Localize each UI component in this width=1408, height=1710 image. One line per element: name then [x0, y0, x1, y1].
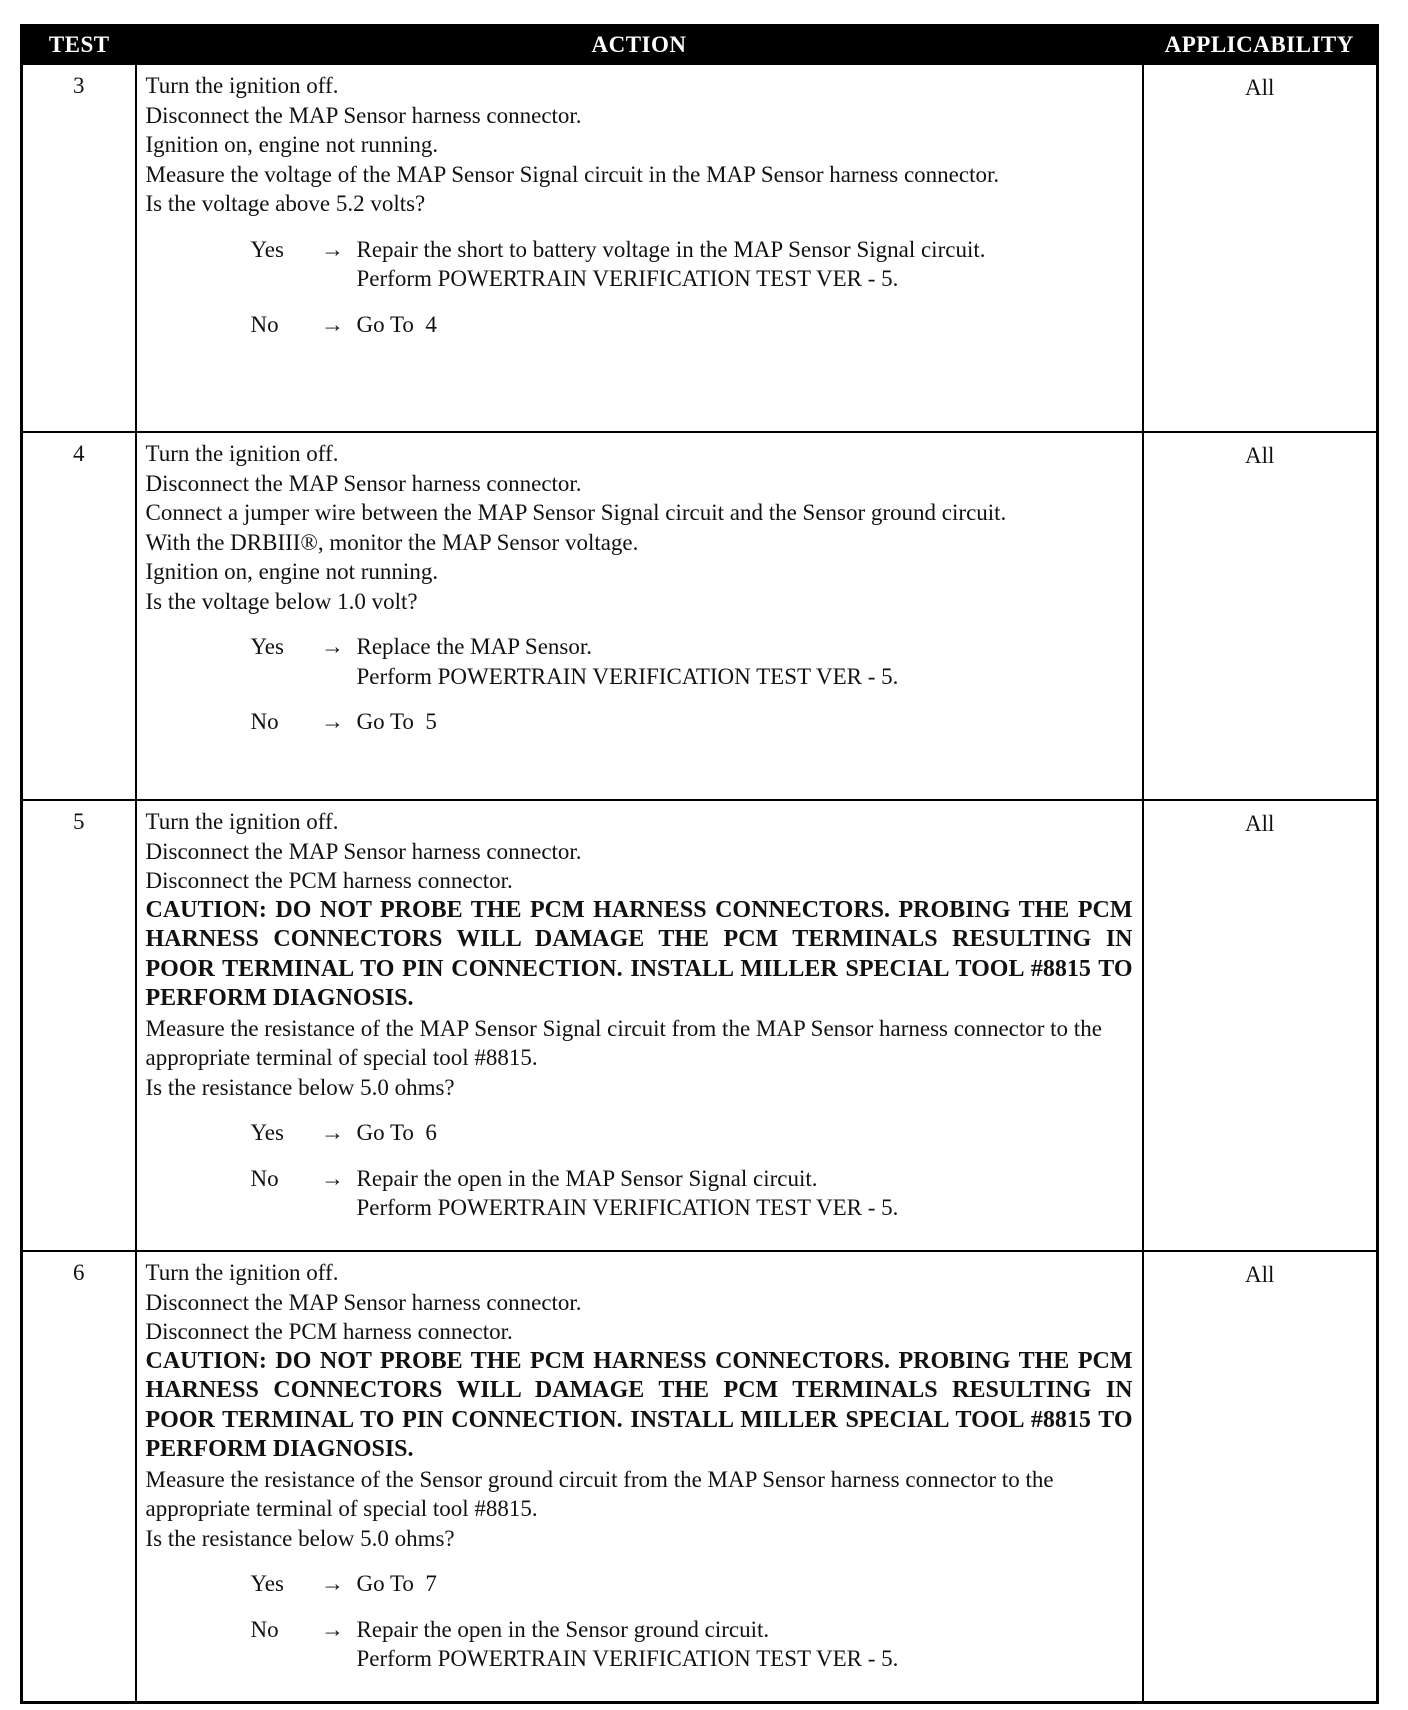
yes-outcome	[146, 235, 1133, 294]
outcome-text: Go To 7	[356, 1571, 437, 1596]
no-outcome	[146, 1615, 1133, 1674]
step-text: Disconnect the MAP Sensor harness connector.	[145, 102, 582, 128]
no-label: No	[250, 709, 279, 734]
step-text: Ignition on, engine not running.	[145, 132, 439, 157]
right-arrow-icon: →	[321, 311, 344, 337]
outcome-text: Perform POWERTRAIN VERIFICATION TEST VER - 5.	[356, 1646, 899, 1671]
test-number: 4	[22, 432, 136, 800]
action-cell	[136, 1251, 1143, 1703]
outcome-text: Repair the open in the Sensor ground circuit.	[356, 1616, 770, 1642]
step-question: Is the resistance below 5.0 ohms?	[145, 1525, 455, 1551]
outcome-text: Replace the MAP Sensor.	[356, 634, 593, 659]
right-arrow-icon: →	[321, 1120, 344, 1145]
no-label: No	[250, 1616, 279, 1642]
step-text: Disconnect the PCM harness connector.	[145, 868, 513, 893]
step-text: Turn the ignition off.	[145, 73, 339, 98]
test-number: 6	[22, 1251, 136, 1703]
outcome-text: Repair the open in the MAP Sensor Signal circuit.	[356, 1165, 818, 1191]
outcome-text: Go To 5	[356, 709, 437, 734]
right-arrow-icon: →	[321, 236, 344, 262]
diagnostic-test-table	[20, 24, 1379, 1704]
no-outcome	[146, 1164, 1133, 1223]
table-row-test-5	[22, 800, 1378, 1251]
yes-label: Yes	[250, 1571, 284, 1596]
step-text: Measure the resistance of the MAP Sensor Signal circuit from the MAP Sensor harness connector to the appropriate terminal of special tool #8815.	[145, 1015, 1102, 1070]
step-text: Turn the ignition off.	[145, 809, 339, 834]
step-text: Measure the resistance of the Sensor ground circuit from the MAP Sensor harness connector to the appropriate terminal of special tool #8815.	[145, 1466, 1054, 1521]
yes-label: Yes	[250, 634, 284, 659]
header-action: ACTION	[136, 26, 1143, 65]
outcome-text: Perform POWERTRAIN VERIFICATION TEST VER - 5.	[356, 1195, 899, 1220]
step-text: Turn the ignition off.	[145, 441, 339, 466]
applicability-value: All	[1143, 64, 1378, 432]
step-text: Measure the voltage of the MAP Sensor Signal circuit in the MAP Sensor harness connector.	[145, 161, 1000, 187]
step-text: Connect a jumper wire between the MAP Sensor Signal circuit and the Sensor ground circuit.	[145, 500, 1007, 525]
applicability-value: All	[1143, 800, 1378, 1251]
yes-outcome	[146, 1569, 1133, 1599]
right-arrow-icon: →	[321, 709, 344, 734]
header-applicability: APPLICABILITY	[1143, 26, 1378, 65]
yes-outcome	[146, 632, 1133, 691]
right-arrow-icon: →	[321, 1165, 344, 1191]
step-question: Is the resistance below 5.0 ohms?	[145, 1074, 455, 1100]
no-outcome	[146, 310, 1133, 340]
step-text: Disconnect the MAP Sensor harness connector.	[145, 470, 582, 496]
step-text: Turn the ignition off.	[145, 1260, 339, 1285]
caution-text: CAUTION: DO NOT PROBE THE PCM HARNESS CONNECTORS. PROBING THE PCM HARNESS CONNECTORS WILL DAMAGE THE PCM TERMINALS RESULTING IN POOR TERMINAL TO PIN CONNECTION. INSTALL MILLER SPECIAL TOOL #8815 TO PERFORM DIAGNOSIS.	[145, 896, 1133, 1011]
outcome-text: Go To 4	[356, 311, 437, 337]
right-arrow-icon: →	[321, 1616, 344, 1642]
no-label: No	[250, 311, 279, 337]
header-test: TEST	[22, 26, 136, 65]
test-number: 5	[22, 800, 136, 1251]
yes-label: Yes	[250, 236, 284, 262]
caution-text: CAUTION: DO NOT PROBE THE PCM HARNESS CONNECTORS. PROBING THE PCM HARNESS CONNECTORS WILL DAMAGE THE PCM TERMINALS RESULTING IN POOR TERMINAL TO PIN CONNECTION. INSTALL MILLER SPECIAL TOOL #8815 TO PERFORM DIAGNOSIS.	[145, 1347, 1133, 1462]
no-outcome	[146, 707, 1133, 737]
outcome-text: Perform POWERTRAIN VERIFICATION TEST VER - 5.	[356, 663, 899, 689]
step-question: Is the voltage below 1.0 volt?	[145, 588, 418, 614]
table-row-test-4	[22, 432, 1378, 800]
step-text: Ignition on, engine not running.	[145, 559, 439, 584]
step-question: Is the voltage above 5.2 volts?	[145, 191, 426, 216]
table-header-row	[22, 26, 1378, 65]
step-text: Disconnect the MAP Sensor harness connector.	[145, 1289, 582, 1315]
step-text: With the DRBIII®, monitor the MAP Sensor voltage.	[145, 529, 639, 555]
right-arrow-icon: →	[321, 634, 344, 659]
step-text: Disconnect the MAP Sensor harness connector.	[145, 838, 582, 864]
outcome-text: Go To 6	[356, 1120, 437, 1145]
action-cell	[136, 800, 1143, 1251]
table-row-test-6	[22, 1251, 1378, 1703]
step-text: Disconnect the PCM harness connector.	[145, 1319, 513, 1344]
right-arrow-icon: →	[321, 1571, 344, 1596]
outcome-text: Repair the short to battery voltage in the MAP Sensor Signal circuit.	[356, 236, 986, 262]
table-row-test-3	[22, 64, 1378, 432]
action-cell	[136, 432, 1143, 800]
test-number: 3	[22, 64, 136, 432]
outcome-text: Perform POWERTRAIN VERIFICATION TEST VER - 5.	[356, 266, 899, 291]
action-cell	[136, 64, 1143, 432]
applicability-value: All	[1143, 432, 1378, 800]
diagnostic-procedure-sheet	[20, 24, 1376, 1704]
yes-outcome	[146, 1118, 1133, 1148]
applicability-value: All	[1143, 1251, 1378, 1703]
yes-label: Yes	[250, 1120, 284, 1145]
no-label: No	[250, 1165, 279, 1191]
